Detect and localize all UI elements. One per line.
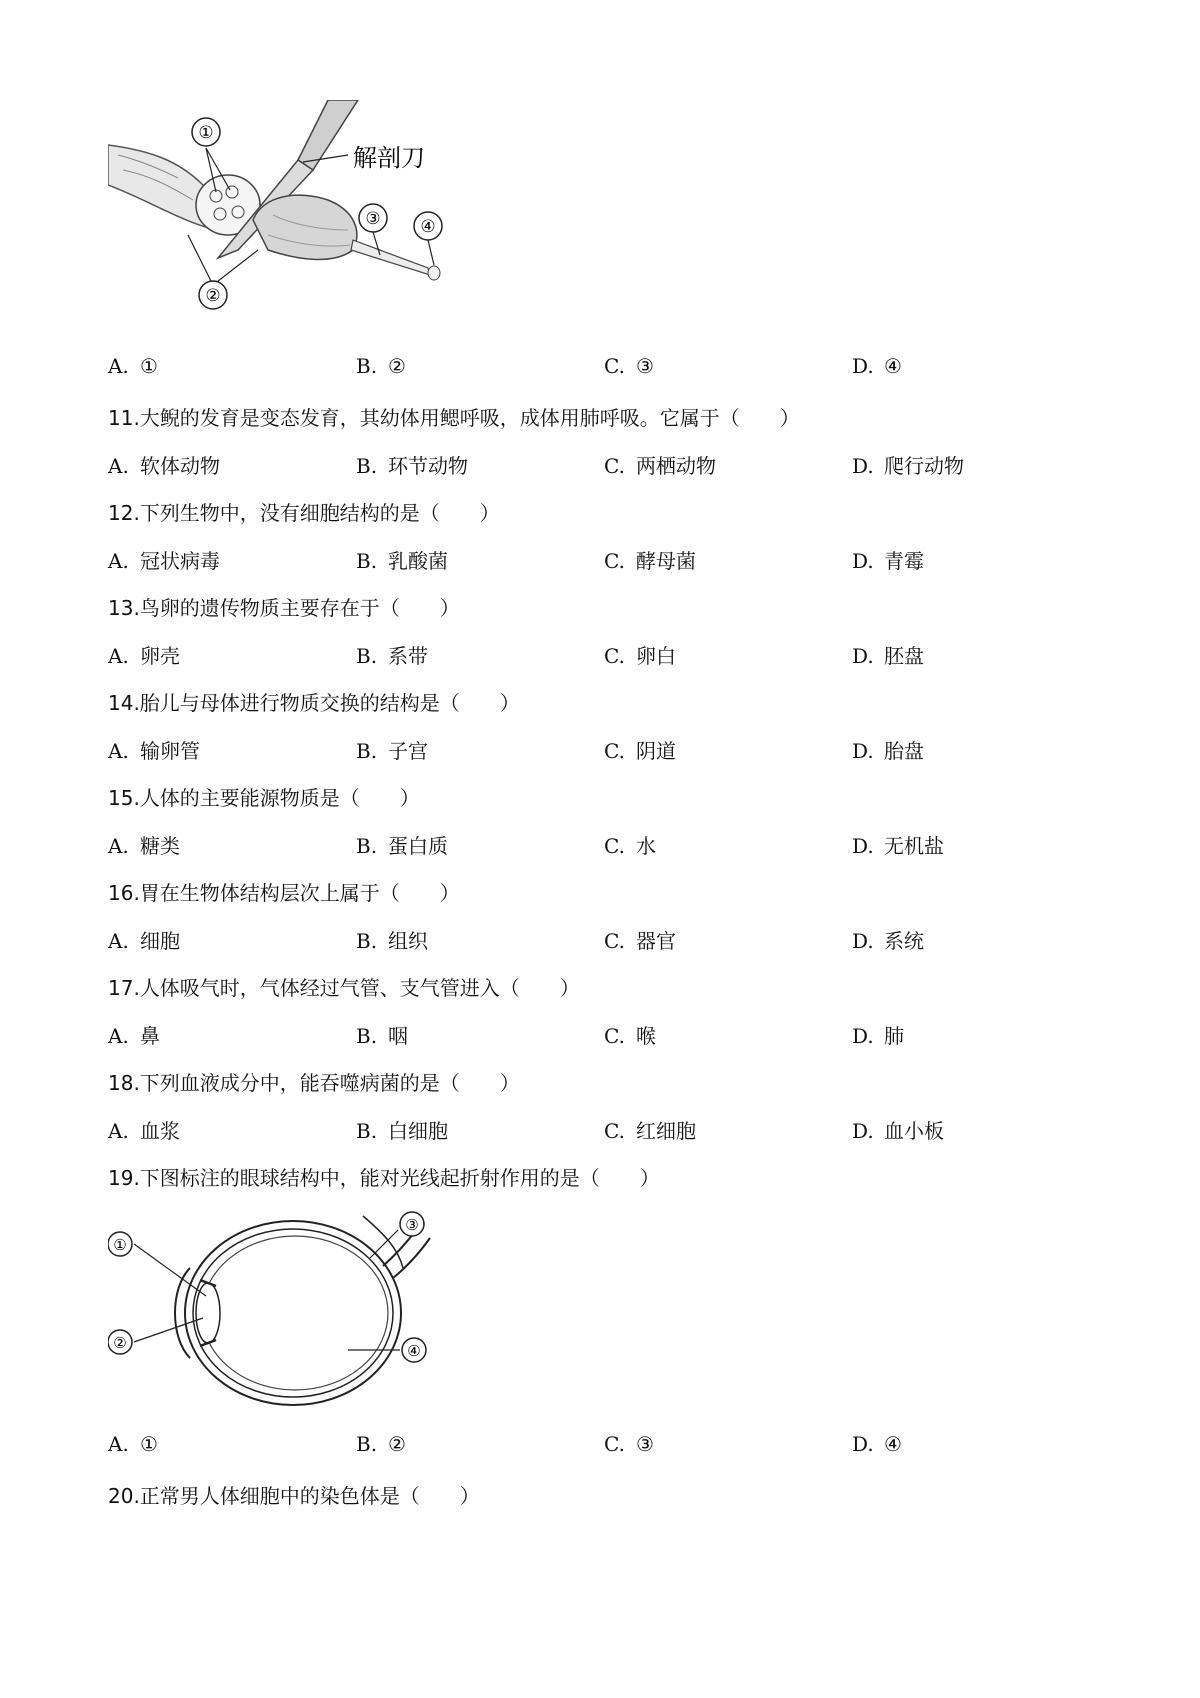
q19-option-b[interactable]: B. ② [356, 1432, 406, 1456]
eye-marker-2: ② [113, 1334, 127, 1352]
eye-marker-1: ① [113, 1236, 127, 1254]
q17-option-d[interactable]: D. 肺 [852, 1024, 904, 1048]
q13-option-c[interactable]: C. 卵白 [604, 644, 676, 668]
q18-option-c[interactable]: C. 红细胞 [604, 1119, 696, 1143]
q18-option-a[interactable]: A. 血浆 [108, 1119, 180, 1143]
q18-option-d[interactable]: D. 血小板 [852, 1119, 944, 1143]
q10-option-d[interactable]: D. ④ [852, 354, 902, 378]
figure-eye [108, 1208, 478, 1418]
q13-stem: 13.鸟卵的遗传物质主要存在于（ ） [108, 596, 460, 620]
q18-stem: 18.下列血液成分中，能吞噬病菌的是（ ） [108, 1071, 520, 1095]
q12-options [108, 545, 1108, 575]
q12-option-c[interactable]: C. 酵母菌 [604, 549, 696, 573]
q16-options [108, 925, 1108, 955]
q16-option-b[interactable]: B. 组织 [356, 929, 428, 953]
q11-option-c[interactable]: C. 两栖动物 [604, 454, 716, 478]
marker-1: ① [198, 123, 214, 143]
q19-stem: 19.下图标注的眼球结构中，能对光线起折射作用的是（ ） [108, 1166, 660, 1190]
q15-option-d[interactable]: D. 无机盐 [852, 834, 944, 858]
figure-dissection [108, 100, 488, 335]
q14-options [108, 735, 1108, 765]
q10-option-c[interactable]: C. ③ [604, 354, 654, 378]
q11-stem: 11.大鲵的发育是变态发育，其幼体用鳃呼吸，成体用肺呼吸。它属于（ ） [108, 406, 800, 430]
eye-marker-4: ④ [407, 1342, 421, 1360]
q15-option-b[interactable]: B. 蛋白质 [356, 834, 448, 858]
q13-option-d[interactable]: D. 胚盘 [852, 644, 924, 668]
marker-4: ④ [420, 217, 436, 237]
q12-stem: 12.下列生物中，没有细胞结构的是（ ） [108, 501, 500, 525]
q10-options [108, 354, 1108, 384]
q14-option-d[interactable]: D. 胎盘 [852, 739, 924, 763]
q15-options [108, 830, 1108, 860]
q16-option-c[interactable]: C. 器官 [604, 929, 676, 953]
q19-options [108, 1432, 1108, 1462]
q12-option-b[interactable]: B. 乳酸菌 [356, 549, 448, 573]
q11-option-b[interactable]: B. 环节动物 [356, 454, 468, 478]
q15-option-c[interactable]: C. 水 [604, 834, 656, 858]
q18-options [108, 1115, 1108, 1145]
q16-option-d[interactable]: D. 系统 [852, 929, 924, 953]
eye-marker-3: ③ [405, 1216, 419, 1234]
q14-option-a[interactable]: A. 输卵管 [108, 739, 200, 763]
marker-2: ② [205, 286, 221, 306]
dissection-illustration [108, 100, 488, 335]
q16-option-a[interactable]: A. 细胞 [108, 929, 180, 953]
marker-3: ③ [365, 209, 381, 229]
q20-stem: 20.正常男人体细胞中的染色体是（ ） [108, 1484, 480, 1508]
q17-options [108, 1020, 1108, 1050]
knife-label: 解剖刀 [353, 144, 425, 172]
q11-option-a[interactable]: A. 软体动物 [108, 454, 220, 478]
q19-option-c[interactable]: C. ③ [604, 1432, 654, 1456]
q16-stem: 16.胃在生物体结构层次上属于（ ） [108, 881, 460, 905]
q17-option-b[interactable]: B. 咽 [356, 1024, 408, 1048]
q13-option-a[interactable]: A. 卵壳 [108, 644, 180, 668]
q14-stem: 14.胎儿与母体进行物质交换的结构是（ ） [108, 691, 520, 715]
q18-option-b[interactable]: B. 白细胞 [356, 1119, 448, 1143]
q14-option-c[interactable]: C. 阴道 [604, 739, 676, 763]
q11-options [108, 450, 1108, 480]
q14-option-b[interactable]: B. 子宫 [356, 739, 428, 763]
q15-stem: 15.人体的主要能源物质是（ ） [108, 786, 420, 810]
q13-option-b[interactable]: B. 系带 [356, 644, 428, 668]
q19-option-a[interactable]: A. ① [108, 1432, 158, 1456]
q17-stem: 17.人体吸气时，气体经过气管、支气管进入（ ） [108, 976, 580, 1000]
q19-option-d[interactable]: D. ④ [852, 1432, 902, 1456]
q10-option-a[interactable]: A. ① [108, 354, 158, 378]
q11-option-d[interactable]: D. 爬行动物 [852, 454, 964, 478]
q10-option-b[interactable]: B. ② [356, 354, 406, 378]
q12-option-d[interactable]: D. 青霉 [852, 549, 924, 573]
q17-option-c[interactable]: C. 喉 [604, 1024, 656, 1048]
eye-illustration [108, 1208, 478, 1418]
q12-option-a[interactable]: A. 冠状病毒 [108, 549, 220, 573]
q13-options [108, 640, 1108, 670]
q15-option-a[interactable]: A. 糖类 [108, 834, 180, 858]
q17-option-a[interactable]: A. 鼻 [108, 1024, 160, 1048]
